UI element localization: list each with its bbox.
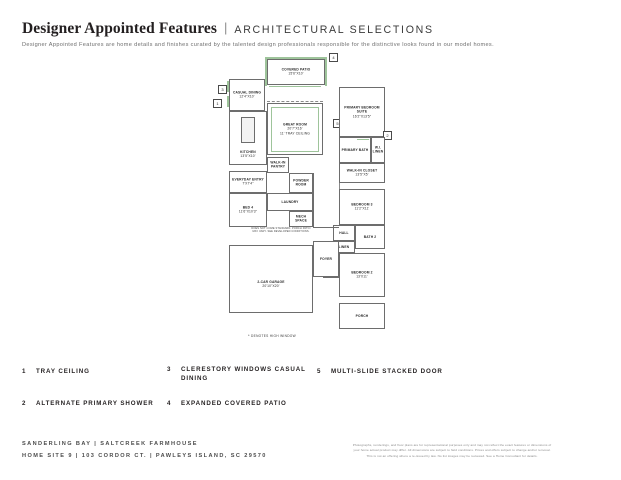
callout-marker-3: 3 [218,85,227,94]
page-subtitle-heading: ARCHITECTURAL SELECTIONS [234,24,434,36]
feature-item-4 [167,400,312,409]
room-label: MECH SPACE [295,214,307,223]
room-foyer [313,241,339,277]
feature-label: MULTI-SLIDE STACKED DOOR [331,368,443,375]
feature-number: 3 [167,366,171,373]
accent-clerestory-2 [227,96,229,107]
room-covered-patio [267,59,325,85]
room-label: BEDROOM 3 11'2"X11' [351,202,373,211]
room-powder-room [289,173,313,193]
room-label: FOYER [319,256,333,261]
room-laundry [267,193,313,211]
room-label: EVERYDAY ENTRY 7'X7'4" [232,177,264,186]
room-walk-in-pantry [267,157,289,173]
accent-clerestory-1 [227,81,229,92]
feature-item-1 [22,368,162,377]
room-bedroom-3 [339,189,385,225]
room-label: WALK-IN CLOSET 13'5"X5' [346,168,378,177]
room-label: W.I. LINEN [372,145,384,154]
room-label: LAUNDRY [281,199,299,204]
room-label: COVERED PATIO 15'6"X10' [281,67,311,76]
room-label: BED 4 11'6"X10'3" [238,205,258,214]
title-row [22,20,582,38]
room-mech-space [289,211,313,227]
room-label: 2-CAR GARAGE 20'10"X20' [257,280,285,289]
room-bed-4 [229,193,267,227]
feature-label: TRAY CEILING [36,368,90,375]
room-label: BATH 2 [363,234,377,239]
garage-door-note: DOES NOT COME STANDARD. PORCH PATIO MAY VARY. SEE DEVELOPED CONDITIONS. [251,227,311,234]
community-name: SANDERLING BAY | SALTCREEK FARMHOUSE [22,441,198,447]
homesite-address: HOME SITE 9 | 103 CORDOR CT. | PAWLEYS ISLAND, SC 29570 [22,453,267,459]
title-divider: | [224,20,228,35]
accent-patio-left [265,57,267,86]
wall-detail [323,277,339,278]
callout-marker-4: 4 [329,53,338,62]
feature-item-2 [22,400,162,409]
page-title: Designer Appointed Features [22,20,218,37]
room-bedroom-2 [339,253,385,297]
header-description: Designer Appointed Features are home details and finishes curated by the talented design professionals responsible for the distinctive looks found in our model homes. [22,42,494,48]
room-bath-2 [355,225,385,249]
room-great-room [267,103,323,155]
disclaimer-line: your home actual product may differ. All dimensions are subject to field conditions. Prices and offers subject to change and/or removal. [353,448,551,453]
feature-item-5 [317,368,487,377]
accent-tray-right [318,107,319,152]
room-porch [339,303,385,329]
room-label: HALL [339,230,349,235]
callout-marker-5: 5 [333,119,342,128]
feature-number: 2 [22,400,26,407]
room-label: PRIMARY BEDROOM SUITE 16'2"X13'5" [344,105,380,119]
disclaimer-line: Photographs, renderings, and floor plans are for representational purposes only and may not reflect the exact features or dimensions of [352,443,552,447]
room-label: GREAT ROOM 20'7"X16' 11' TRAY CEILING [280,122,310,136]
accent-tray-left [271,107,272,152]
feature-label: ALTERNATE PRIMARY SHOWER [36,400,154,407]
room-wi-linen [371,137,385,163]
ceiling-break-line [267,101,323,102]
room-label: PRIMARY BATH [341,147,369,152]
page-header [22,20,582,48]
feature-item-3 [167,366,312,384]
room-primary-bedroom-suite [339,87,385,137]
feature-number: 5 [317,368,321,375]
kitchen-island [241,117,255,143]
room-primary-bath [339,137,371,163]
accent-patio-right [325,57,327,86]
callout-marker-1: 1 [213,99,222,108]
room-2-car-garage [229,245,313,313]
room-label: LINEN [338,244,350,249]
room-label: POWDER ROOM [293,178,309,187]
accent-tray-bottom [271,151,319,152]
legend-text: DENOTES HIGH WINDOW [251,334,296,338]
accent-primary-shower [357,139,369,140]
feature-number: 4 [167,400,171,407]
footer-disclaimer [318,443,586,459]
high-window-legend [248,333,296,338]
room-label: KITCHEN 13'5"X10' [240,150,256,159]
feature-number: 1 [22,368,26,375]
room-everyday-entry [229,171,267,193]
feature-label: EXPANDED COVERED PATIO [181,400,287,407]
wall-detail [313,227,339,228]
legend-star: * [248,333,250,338]
room-label: WALK-IN PANTRY [270,160,286,169]
wall-detail [313,173,314,227]
feature-label: CLERESTORY WINDOWS CASUAL DINING [181,366,306,382]
room-walk-in-closet [339,163,385,183]
callout-marker-2: 2 [383,131,392,140]
room-casual-dining [229,79,265,111]
ceiling-break-line [339,183,340,189]
accent-patio-top [265,57,327,59]
floor-plan [205,55,420,355]
room-label: CASUAL DINING 12'4"X10' [232,90,262,99]
room-label: BEDROOM 2 13'X11' [351,270,373,279]
disclaimer-line: This is not an offering where a re-issued by law. No list images may be reviewed. See a Home Consultant for details. [366,453,538,458]
room-label: PORCH [355,313,369,318]
accent-stacked-door [269,86,321,87]
accent-tray-top [271,107,319,108]
footer-identity [22,441,312,459]
